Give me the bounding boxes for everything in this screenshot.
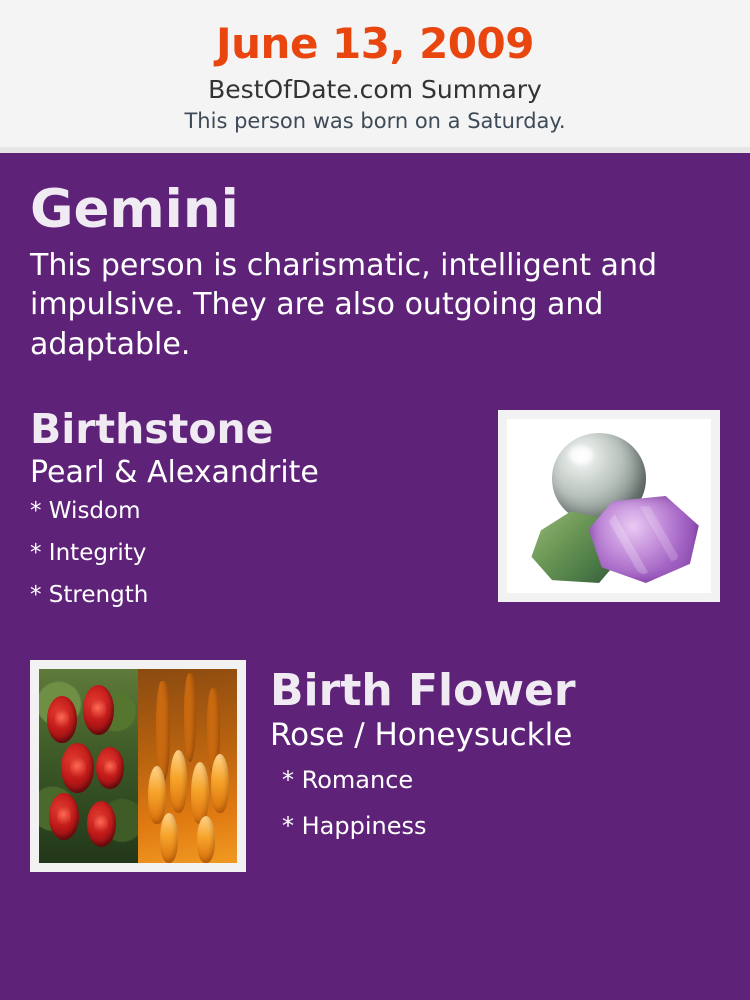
birth-flower-text-block xyxy=(246,660,720,860)
honeysuckle-bud xyxy=(148,766,166,824)
birthstone-heading: Birthstone xyxy=(30,405,274,454)
rose-icon xyxy=(83,685,115,735)
born-weekday-text: This person was born on a Saturday. xyxy=(184,108,566,133)
birth-flower-names: Rose / Honeysuckle xyxy=(270,717,573,754)
rose-icon xyxy=(49,793,79,840)
honeysuckle-bud xyxy=(197,816,215,863)
honeysuckle-stem xyxy=(184,673,197,762)
honeysuckle-photo-half xyxy=(138,669,237,863)
birth-flower-trait: * Romance xyxy=(282,765,414,794)
zodiac-sign-name: Gemini xyxy=(30,178,239,240)
honeysuckle-bud xyxy=(170,750,188,812)
birthstone-trait: * Wisdom xyxy=(30,498,141,525)
birthstone-section xyxy=(30,406,720,626)
birth-flower-section xyxy=(30,660,720,872)
birth-flower-photo-inner xyxy=(39,669,237,863)
site-summary-subtitle: BestOfDate.com Summary xyxy=(208,75,542,105)
birth-flower-photo xyxy=(30,660,246,872)
honeysuckle-bud xyxy=(160,813,178,863)
flower-photo-split xyxy=(39,669,237,863)
birthstone-trait: * Integrity xyxy=(30,540,147,567)
birthstone-photo-inner xyxy=(507,419,711,593)
birthstone-names: Pearl & Alexandrite xyxy=(30,454,319,490)
birth-flower-heading: Birth Flower xyxy=(270,665,576,717)
header xyxy=(0,0,750,147)
rose-icon xyxy=(96,747,124,790)
roses-photo-half xyxy=(39,669,138,863)
main-panel xyxy=(0,153,750,1000)
birthstone-photo xyxy=(498,410,720,602)
honeysuckle-bud xyxy=(211,754,229,812)
rose-icon xyxy=(47,696,77,743)
page-title: June 13, 2009 xyxy=(216,19,534,68)
honeysuckle-bud xyxy=(191,762,209,824)
birthstone-text-block xyxy=(30,406,498,626)
zodiac-description: This person is charismatic, intelligent and impulsive. They are also outgoing and adaptable. xyxy=(30,247,657,362)
birth-flower-trait: * Happiness xyxy=(282,811,427,840)
birthstone-trait: * Strength xyxy=(30,582,149,609)
